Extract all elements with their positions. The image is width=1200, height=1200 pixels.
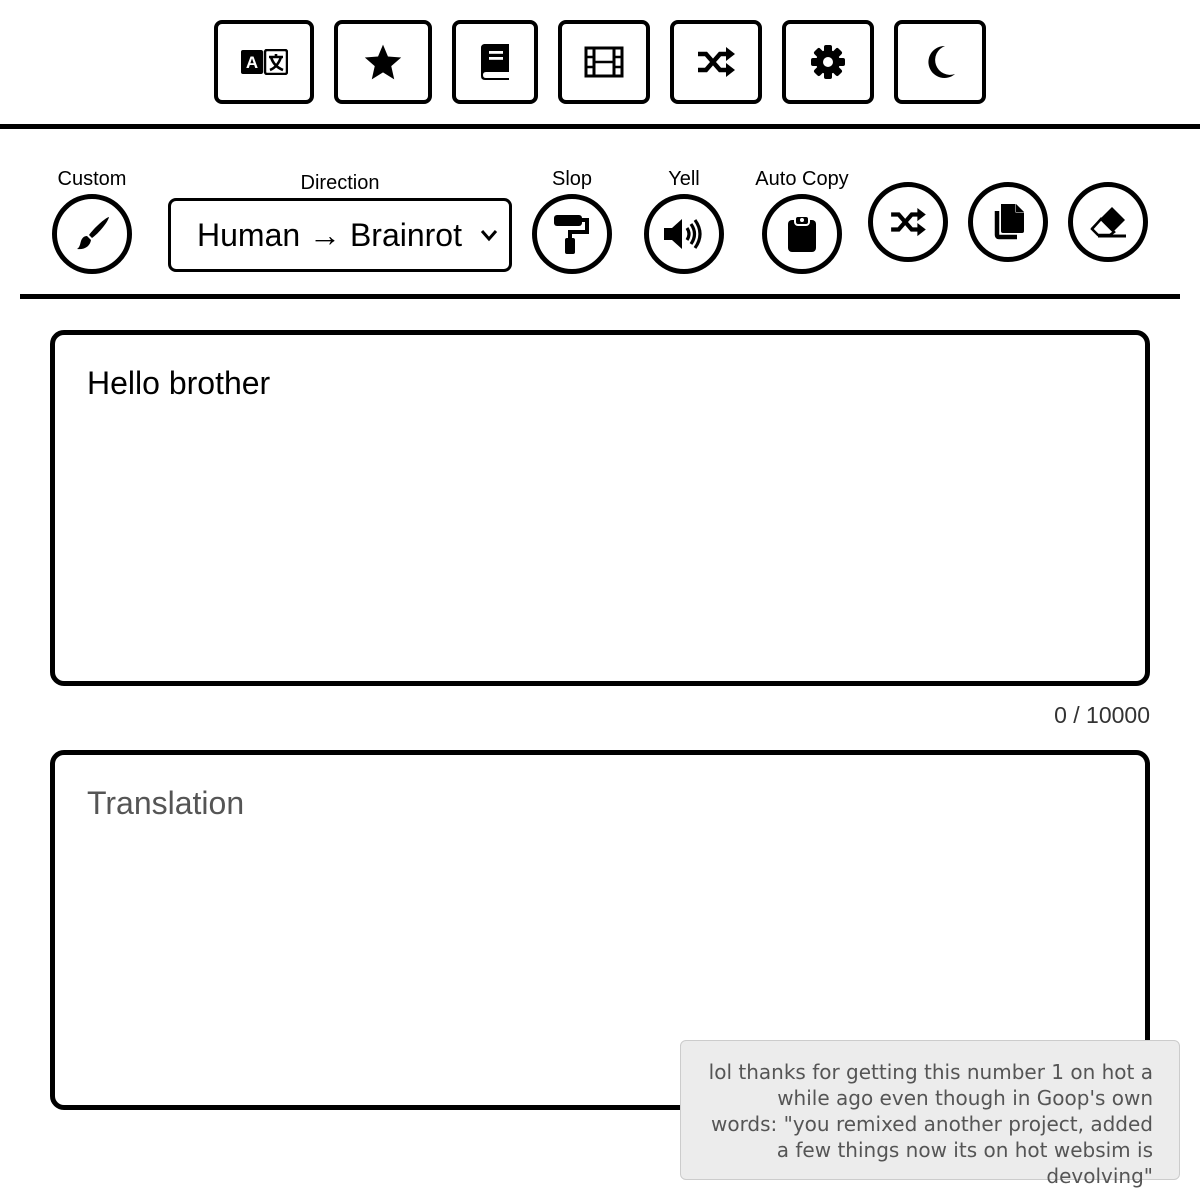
- random-nav-button[interactable]: [670, 20, 762, 104]
- slop-button[interactable]: [532, 194, 612, 274]
- chevron-down-icon: [479, 225, 499, 245]
- shuffle-button[interactable]: [868, 182, 948, 262]
- paintbrush-icon: [72, 214, 112, 254]
- custom-button[interactable]: [52, 194, 132, 274]
- volume-icon: [662, 216, 706, 252]
- translate-icon: [240, 49, 288, 75]
- clipboard-icon: [787, 215, 817, 253]
- character-counter: 0 / 10000: [1054, 702, 1150, 728]
- eraser-icon: [1088, 205, 1128, 239]
- dictionary-nav-button[interactable]: [452, 20, 538, 104]
- slop-label: Slop: [551, 168, 593, 190]
- input-text: Hello brother: [87, 365, 271, 401]
- favorites-nav-button[interactable]: [334, 20, 432, 104]
- direction-label: Direction: [300, 172, 380, 194]
- auto-copy-button[interactable]: [762, 194, 842, 274]
- svg-text:A: A: [245, 53, 259, 72]
- custom-label: Custom: [57, 168, 127, 190]
- video-nav-button[interactable]: [558, 20, 650, 104]
- star-icon: [363, 43, 403, 81]
- translation-placeholder: Translation: [87, 785, 245, 821]
- shuffle-icon: [889, 207, 927, 237]
- film-icon: [584, 46, 624, 78]
- copy-button[interactable]: [968, 182, 1048, 262]
- paint-roller-icon: [552, 213, 592, 255]
- shuffle-icon: [696, 46, 736, 78]
- settings-nav-button[interactable]: [782, 20, 874, 104]
- controls-divider: [20, 294, 1180, 299]
- input-textarea[interactable]: [50, 330, 1150, 686]
- clear-button[interactable]: [1068, 182, 1148, 262]
- moon-icon: [923, 44, 957, 80]
- book-icon: [479, 43, 511, 81]
- direction-select[interactable]: [168, 198, 512, 272]
- dark-mode-nav-button[interactable]: [894, 20, 986, 104]
- auto-copy-label: Auto Copy: [755, 168, 849, 190]
- translate-nav-button[interactable]: [214, 20, 314, 104]
- yell-label: Yell: [668, 168, 700, 190]
- author-note: lol thanks for getting this number 1 on hot a while ago even though in Goop's own words: "you remixed another project, added a few things now its on hot websim is devolving": [680, 1040, 1180, 1180]
- direction-value: Human → Brainrot: [197, 216, 462, 253]
- gear-icon: [810, 44, 846, 80]
- copy-icon: [991, 203, 1025, 241]
- yell-button[interactable]: [644, 194, 724, 274]
- top-divider: [0, 124, 1200, 129]
